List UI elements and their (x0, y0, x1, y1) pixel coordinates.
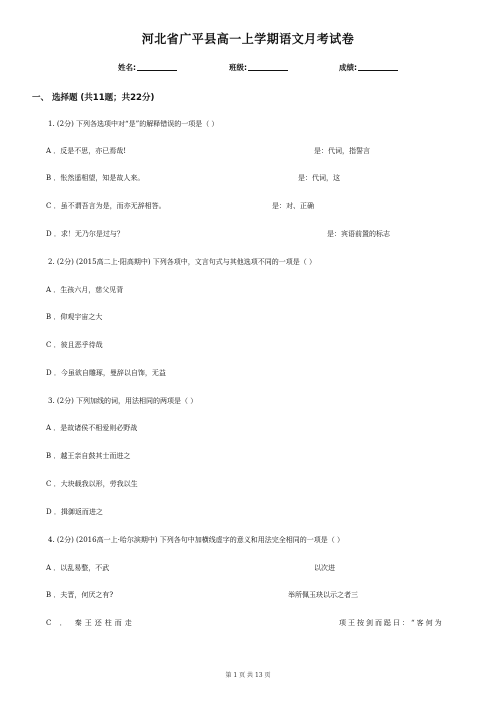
question-stem: 2. (2分) (2015高二上·阳高期中) 下列各项中，文言句式与其他选项不同的一项是（ ） (48, 258, 316, 266)
option-b: B ．夫晋，何厌之有? (46, 591, 114, 599)
option-a: A ．反是不思，亦已焉哉! (46, 147, 127, 155)
option-d: D ．今虽欲自雕琢，曼辞以自饰，无益 (46, 369, 166, 377)
option-c-note: 项王按剑而跽曰：“客何为 (339, 619, 444, 627)
question-stem: 1. (2分) 下列各选项中对“是”的解释错误的一项是（ ） (48, 120, 219, 128)
option-d: D ．求！无乃尔是过与？ (46, 230, 124, 238)
score-blank (358, 70, 398, 71)
option-a: A ．是故诸侯不相爱则必野战 (46, 424, 138, 432)
question-stem: 4. (2分) (2016高一上·哈尔滨期中) 下列各句中加横线虚字的意义和用法完全相同的一项是（ ） (48, 536, 344, 544)
name-label: 姓名: (118, 63, 136, 72)
page-title: 河北省广平县高一上学期语文月考试卷 (141, 32, 355, 46)
class-label: 班级: (229, 63, 247, 72)
option-c: C ． 秦王还柱而走 (46, 619, 135, 627)
page-footer: 第 1 页 共 13 页 (225, 672, 271, 679)
option-d: D ．揖御返而进之 (46, 508, 103, 516)
score-field (339, 62, 398, 73)
option-a: A ．生孩六月，慈父见背 (46, 286, 124, 294)
option-a-note: 是：代词，指誓言 (314, 147, 370, 155)
score-label: 成绩: (339, 63, 357, 72)
option-c: C ．大块载我以形，劳我以生 (46, 480, 138, 488)
class-blank (248, 70, 288, 71)
name-field (118, 62, 177, 73)
class-field (229, 62, 288, 73)
option-a: A ．以乱易整，不武 (46, 564, 110, 572)
option-b-note: 举所佩玉玦以示之者三 (288, 591, 358, 599)
section-heading: 一、 选择题 (共11题；共22分) (32, 93, 155, 103)
option-a-note: 以次进 (314, 564, 335, 572)
option-c-note: 是：对、正确 (272, 202, 314, 210)
name-blank (137, 70, 177, 71)
option-b: B ．怅然遥相望，知是故人来。 (46, 174, 145, 182)
option-b: B ．仰观宇宙之大 (46, 313, 103, 321)
option-b: B ．越王亲自鼓其士而进之 (46, 452, 131, 460)
question-stem: 3. (2分) 下列加线的词，用法相同的两项是（ ） (48, 397, 198, 405)
option-b-note: 是：代词，这 (298, 174, 340, 182)
option-c: C ．虽不谓吾言为是，而亦无辞相答。 (46, 202, 166, 210)
option-c: C ．彼且恶乎待哉 (46, 341, 103, 349)
option-d-note: 是：宾语前置的标志 (327, 230, 390, 238)
